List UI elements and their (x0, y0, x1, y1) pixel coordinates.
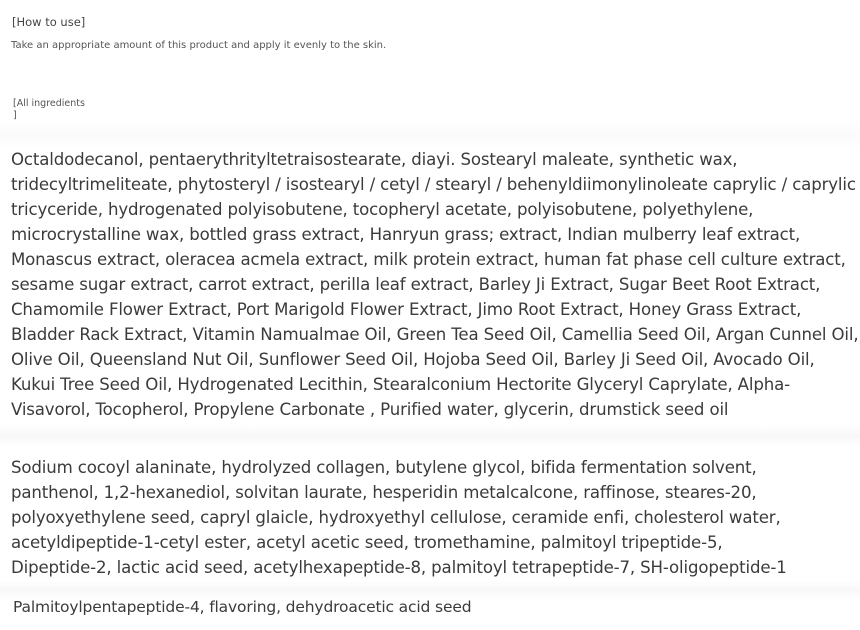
ingredients-paragraph-1 (11, 147, 859, 422)
ingredients-last-line: Palmitoylpentapeptide-4, flavoring, dehydroacetic acid seed (13, 598, 472, 616)
ingredients-paragraph-2 (11, 455, 851, 580)
ingredients-line: Octaldodecanol, pentaerythrityltetraisostearate, diayi. Sostearyl maleate, synthetic wax, (11, 150, 738, 169)
ingredients-line: Kukui Tree Seed Oil, Hydrogenated Lecithin, Stearalconium Hectorite Glyceryl Caprylate, Alpha- (11, 375, 790, 394)
ingredients-line: Monascus extract, oleracea acmela extract, milk protein extract, human fat phase cell culture extract, (11, 250, 846, 269)
ingredients-heading-line: [All ingredients (13, 98, 85, 109)
ingredients-line: Olive Oil, Queensland Nut Oil, Sunflower Seed Oil, Hojoba Seed Oil, Barley Ji Seed Oil, Avocado Oil, (11, 350, 815, 369)
ingredients-line: acetyldipeptide-1-cetyl ester, acetyl acetic seed, tromethamine, palmitoyl tripeptide-5, (11, 533, 723, 552)
ingredients-line: Dipeptide-2, lactic acid seed, acetylhexapeptide-8, palmitoyl tetrapeptide-7, SH-oligopeptide-1 (11, 558, 787, 577)
ingredients-line: tridecyltrimeliteate, phytosteryl / isostearyl / cetyl / stearyl / behenyldiimonylinoleate caprylic / caprylic (11, 175, 856, 194)
ingredients-line: panthenol, 1,2-hexanediol, solvitan laurate, hesperidin metalcalcone, raffinose, steares-20, (11, 483, 757, 502)
ingredients-line: microcrystalline wax, bottled grass extract, Hanryun grass; extract, Indian mulberry leaf extract, (11, 225, 801, 244)
ingredients-line: sesame sugar extract, carrot extract, perilla leaf extract, Barley Ji Extract, Sugar Beet Root Extract, (11, 275, 821, 294)
ingredients-line: polyoxyethylene seed, capryl glaicle, hydroxyethyl cellulose, ceramide enfi, cholesterol water, (11, 508, 781, 527)
ingredients-line: Sodium cocoyl alaninate, hydrolyzed collagen, butylene glycol, bifida fermentation solvent, (11, 458, 757, 477)
how-to-use-text: Take an appropriate amount of this product and apply it evenly to the skin. (11, 40, 387, 51)
ingredients-heading-line: ] (13, 110, 17, 121)
all-ingredients-heading (13, 98, 93, 122)
ingredients-line: Visavorol, Tocopherol, Propylene Carbonate , Purified water, glycerin, drumstick seed oil (11, 400, 729, 419)
ingredients-line: Chamomile Flower Extract, Port Marigold Flower Extract, Jimo Root Extract, Honey Grass Extract, (11, 300, 802, 319)
how-to-use-heading: [How to use] (12, 15, 86, 29)
ingredients-line: Bladder Rack Extract, Vitamin Namualmae Oil, Green Tea Seed Oil, Camellia Seed Oil, Argan Cunnel Oil, (11, 325, 859, 344)
ingredients-line: tricyceride, hydrogenated polyisobutene, tocopheryl acetate, polyisobutene, polyethylene, (11, 200, 754, 219)
